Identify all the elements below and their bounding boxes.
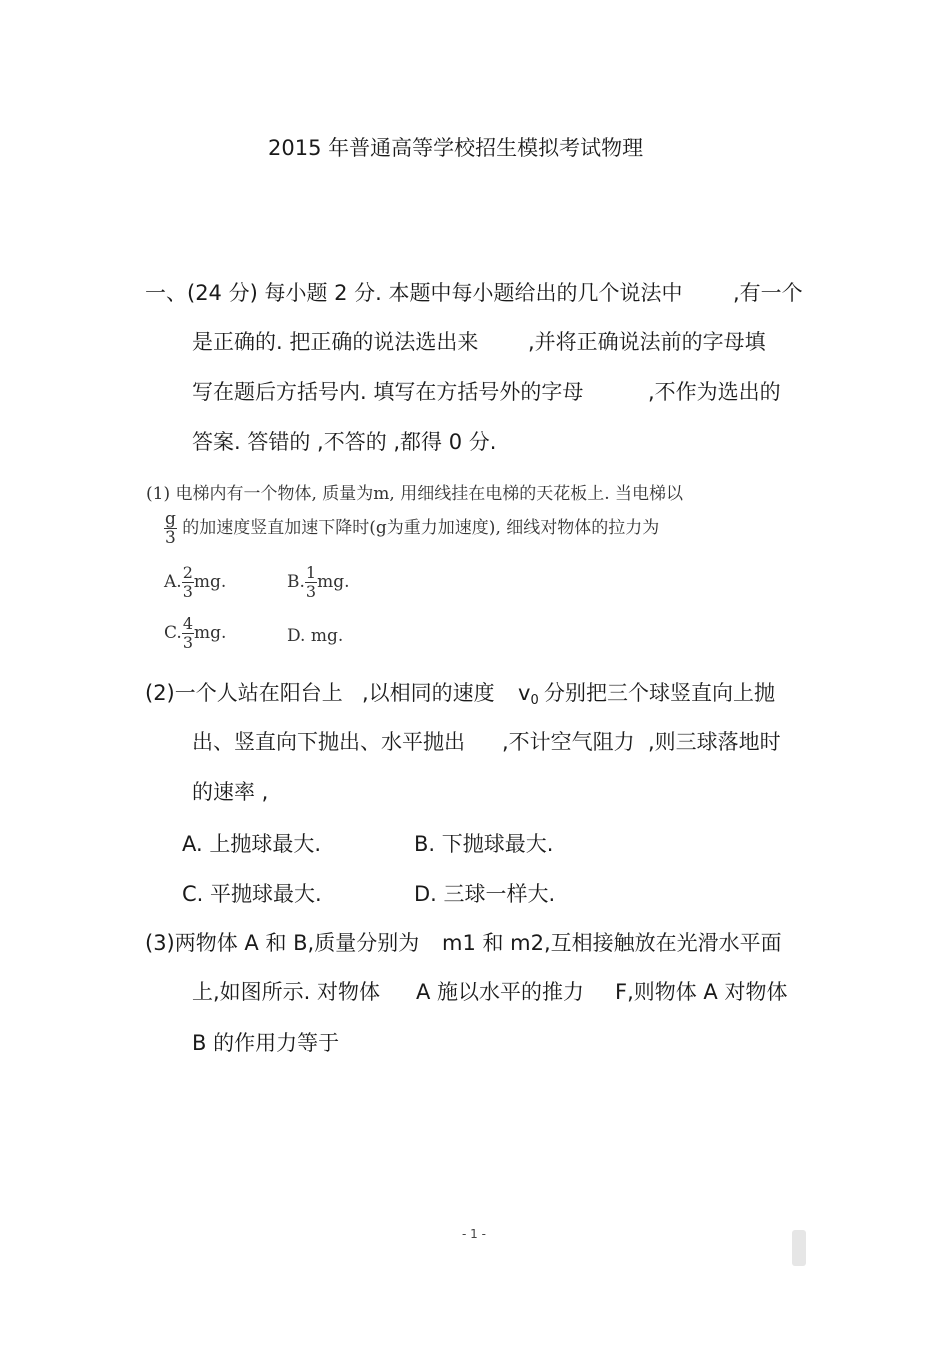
q1-line-1: (1) 电梯内有一个物体, 质量为m, 用细线挂在电梯的天花板上. 当电梯以 [146, 484, 684, 504]
q2-line-1a: (2)一个人站在阳台上 [145, 681, 343, 705]
section-line-2: 是正确的. 把正确的说法选出来 [192, 330, 479, 354]
section-line-3: 写在题后方括号内. 填写在方括号外的字母 [192, 380, 584, 404]
q3-line-2c: F,则物体 A 对物体 [615, 980, 788, 1004]
q1-option-c[interactable]: C. $\frac{4}{3}$ mg. [164, 614, 227, 652]
section-line-3b: ,不作为选出的 [648, 380, 781, 404]
q2-line-2a: 出、竖直向下抛出、水平抛出 [192, 730, 465, 754]
page-title: 2015 年普通高等学校招生模拟考试物理 [268, 136, 644, 160]
q2-option-c[interactable]: C. 平抛球最大. [182, 882, 322, 906]
q2-line-3: 的速率 , [192, 780, 269, 804]
q3-line-1b: m1 和 m2,互相接触放在光滑水平面 [442, 931, 782, 955]
section-line-4: 答案. 答错的 ,不答的 ,都得 0 分. [192, 430, 497, 454]
q2-line-1c: 分别把三个球竖直向上抛 [544, 681, 775, 705]
q1-option-a[interactable]: A. $\frac{2}{3}$ mg. [164, 563, 227, 601]
section-line-2b: ,并将正确说法前的字母填 [528, 330, 766, 354]
q2-option-b[interactable]: B. 下抛球最大. [414, 832, 554, 856]
section-line-1b: ,有一个 [733, 281, 803, 305]
q1-line-2: $\frac{g}{3}$ 的加速度竖直加速下降时(g为重力加速度), 细线对物体的拉力为 [165, 509, 660, 548]
q3-line-2b: A 施以水平的推力 [416, 980, 585, 1004]
q2-option-d[interactable]: D. 三球一样大. [414, 882, 556, 906]
q2-line-2b: ,不计空气阻力 [502, 730, 635, 754]
page-number: - 1 - [462, 1227, 486, 1241]
q2-line-1b: ,以相同的速度 [362, 681, 495, 705]
q3-line-3: B 的作用力等于 [192, 1031, 340, 1055]
q3-line-2a: 上,如图所示. 对物体 [192, 980, 381, 1004]
q2-line-2c: ,则三球落地时 [648, 730, 781, 754]
q1-option-b[interactable]: B. $\frac{1}{3}$ mg. [287, 563, 350, 601]
section-line-1: 一、(24 分) 每小题 2 分. 本题中每小题给出的几个说法中 [145, 281, 683, 305]
scan-smudge [792, 1230, 806, 1266]
q2-velocity-symbol: $v_0$ [518, 681, 539, 708]
q3-line-1a: (3)两物体 A 和 B,质量分别为 [145, 931, 420, 955]
q1-fraction: $\frac{g}{3}$ [165, 509, 176, 548]
q1-option-d[interactable]: D. mg. [287, 626, 344, 646]
q2-option-a[interactable]: A. 上抛球最大. [182, 832, 322, 856]
